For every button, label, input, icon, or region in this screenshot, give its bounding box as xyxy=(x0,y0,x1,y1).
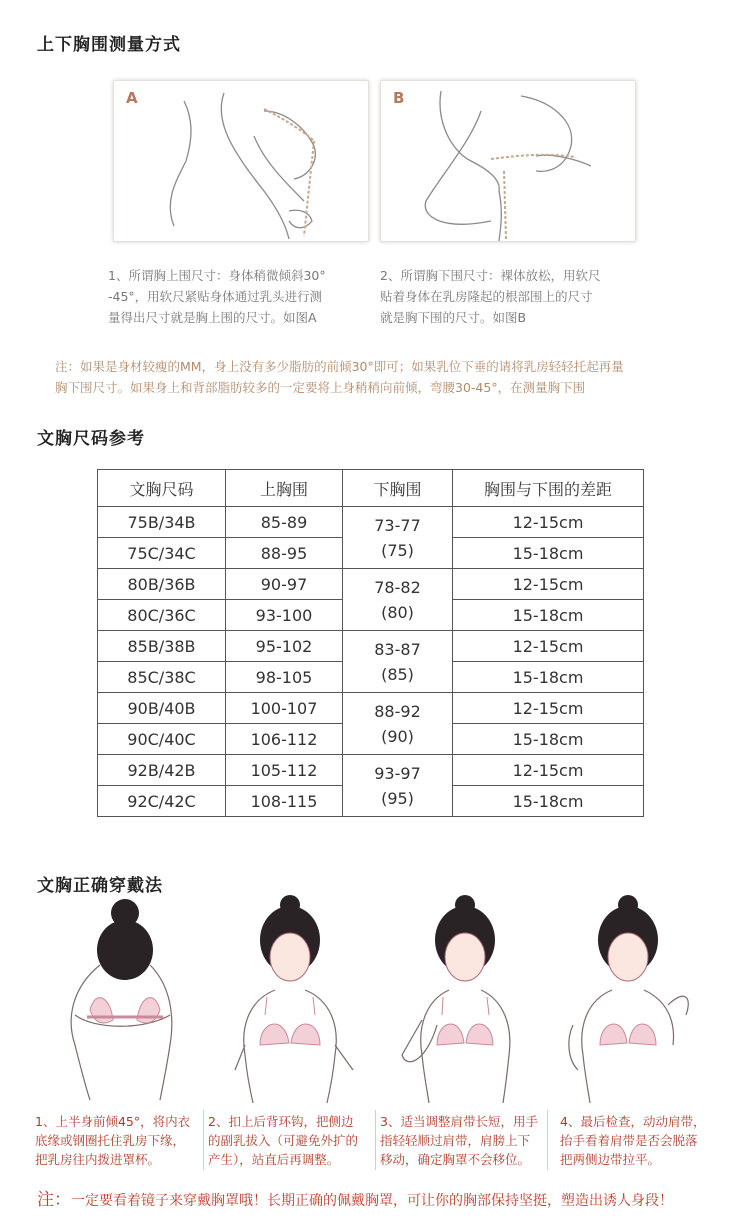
desc-a-line-3: 量得出尺寸就是胸上围的尺寸。如图A xyxy=(108,310,317,325)
desc-a-line-2: -45°，用软尺紧贴身体通过乳头进行测 xyxy=(108,289,323,304)
cell-size: 92C/42C xyxy=(98,786,226,817)
cell-size: 75B/34B xyxy=(98,507,226,538)
step-2-line-1: 2、扣上后背环钩，把侧边 xyxy=(208,1114,354,1129)
section-title-wearing: 文胸正确穿戴法 xyxy=(37,876,163,896)
cell-size: 75C/34C xyxy=(98,538,226,569)
table-row xyxy=(98,755,644,786)
cell-diff: 15-18cm xyxy=(453,724,644,755)
cell-diff: 15-18cm xyxy=(453,600,644,631)
cell-upper: 105-112 xyxy=(226,755,343,786)
step-1-line-2: 底缘或钢圈托住乳房下缘， xyxy=(35,1133,186,1148)
cell-diff: 12-15cm xyxy=(453,631,644,662)
table-row xyxy=(98,693,644,724)
step-2-illustration xyxy=(205,895,375,1105)
table-row xyxy=(98,631,644,662)
under-bust-description xyxy=(380,265,650,328)
step-4-text xyxy=(560,1112,730,1169)
cell-upper: 108-115 xyxy=(226,786,343,817)
cell-lower: 88-92 (90) xyxy=(343,693,453,755)
section-title-measure: 上下胸围测量方式 xyxy=(37,35,181,55)
header-difference: 胸围与下围的差距 xyxy=(453,470,644,507)
step-2-line-3: 产生），站直后再调整。 xyxy=(208,1152,340,1167)
step-3-line-2: 指轻轻顺过肩带，肩膀上下 xyxy=(380,1133,531,1148)
cell-diff: 12-15cm xyxy=(453,693,644,724)
step-1-illustration xyxy=(35,895,205,1105)
cell-size: 85C/38C xyxy=(98,662,226,693)
cell-diff: 12-15cm xyxy=(453,755,644,786)
step-1-line-1: 1、上半身前倾45°，将内衣 xyxy=(35,1114,191,1129)
illustration-panel-a xyxy=(113,80,369,242)
cell-upper: 85-89 xyxy=(226,507,343,538)
cell-lower: 83-87 (85) xyxy=(343,631,453,693)
step-4-line-2: 抬手看着肩带是否会脱落 xyxy=(560,1133,698,1148)
final-note-label: 注： xyxy=(37,1190,71,1210)
final-note xyxy=(37,1185,673,1210)
cell-upper: 100-107 xyxy=(226,693,343,724)
cell-upper: 98-105 xyxy=(226,662,343,693)
under-bust-measure-illustration xyxy=(381,81,635,241)
desc-b-line-2: 贴着身体在乳房隆起的根部围上的尺寸 xyxy=(380,289,593,304)
cell-upper: 88-95 xyxy=(226,538,343,569)
step-1-text xyxy=(35,1112,205,1169)
cell-size: 80B/36B xyxy=(98,569,226,600)
desc-a-line-1: 1、所谓胸上围尺寸：身体稍微倾斜30° xyxy=(108,268,326,283)
cell-lower: 73-77 (75) xyxy=(343,507,453,569)
header-under-bust: 下胸围 xyxy=(343,470,453,507)
step-2-line-2: 的副乳拔入（可避免外扩的 xyxy=(208,1133,359,1148)
cell-diff: 15-18cm xyxy=(453,786,644,817)
cell-upper: 95-102 xyxy=(226,631,343,662)
note-line-1: 注：如果是身材较瘦的MM，身上没有多少脂肪的前倾30°即可；如果乳位下垂的请将乳房轻轻托起再量 xyxy=(55,359,624,374)
table-header-row xyxy=(98,470,644,507)
measure-note xyxy=(55,356,715,398)
step-3-text xyxy=(380,1112,550,1169)
step-4-line-1: 4、最后检查，动动肩带， xyxy=(560,1114,706,1129)
cell-lower: 93-97 (95) xyxy=(343,755,453,817)
header-size: 文胸尺码 xyxy=(98,470,226,507)
cell-size: 85B/38B xyxy=(98,631,226,662)
final-note-text: 一定要看着镜子来穿戴胸罩哦！长期正确的佩戴胸罩，可让你的胸部保持坚挺，塑造出诱人身段！ xyxy=(71,1193,673,1209)
cell-upper: 93-100 xyxy=(226,600,343,631)
step-4-illustration xyxy=(548,895,718,1105)
section-title-size-chart: 文胸尺码参考 xyxy=(37,429,145,449)
cell-upper: 90-97 xyxy=(226,569,343,600)
step-4-line-3: 把两侧边带拉平。 xyxy=(560,1152,661,1167)
table-row xyxy=(98,507,644,538)
cell-diff: 12-15cm xyxy=(453,569,644,600)
header-upper-bust: 上胸围 xyxy=(226,470,343,507)
cell-size: 90B/40B xyxy=(98,693,226,724)
cell-upper: 106-112 xyxy=(226,724,343,755)
step-3-line-3: 移动，确定胸罩不会移位。 xyxy=(380,1152,531,1167)
size-chart-table xyxy=(97,469,644,817)
note-line-2: 胸下围尺寸。如果身上和背部脂肪较多的一定要将上身稍稍向前倾，弯腰30-45°，在测量胸下围 xyxy=(55,380,586,395)
cell-lower: 78-82 (80) xyxy=(343,569,453,631)
cell-diff: 12-15cm xyxy=(453,507,644,538)
upper-bust-description xyxy=(108,265,378,328)
cell-size: 80C/36C xyxy=(98,600,226,631)
cell-diff: 15-18cm xyxy=(453,538,644,569)
table-row xyxy=(98,569,644,600)
cell-size: 90C/40C xyxy=(98,724,226,755)
cell-size: 92B/42B xyxy=(98,755,226,786)
panel-a-label: A xyxy=(126,89,138,107)
desc-b-line-1: 2、所谓胸下围尺寸：裸体放松，用软尺 xyxy=(380,268,601,283)
panel-b-label: B xyxy=(393,89,405,107)
cell-diff: 15-18cm xyxy=(453,662,644,693)
step-2-text xyxy=(208,1112,378,1169)
step-1-line-3: 把乳房往内拨进罩杯。 xyxy=(35,1152,161,1167)
step-3-illustration xyxy=(377,895,547,1105)
desc-b-line-3: 就是胸下围的尺寸。如图B xyxy=(380,310,527,325)
illustration-panel-b xyxy=(380,80,636,242)
step-3-line-1: 3、适当调整肩带长短，用手 xyxy=(380,1114,538,1129)
upper-bust-measure-illustration xyxy=(114,81,368,241)
